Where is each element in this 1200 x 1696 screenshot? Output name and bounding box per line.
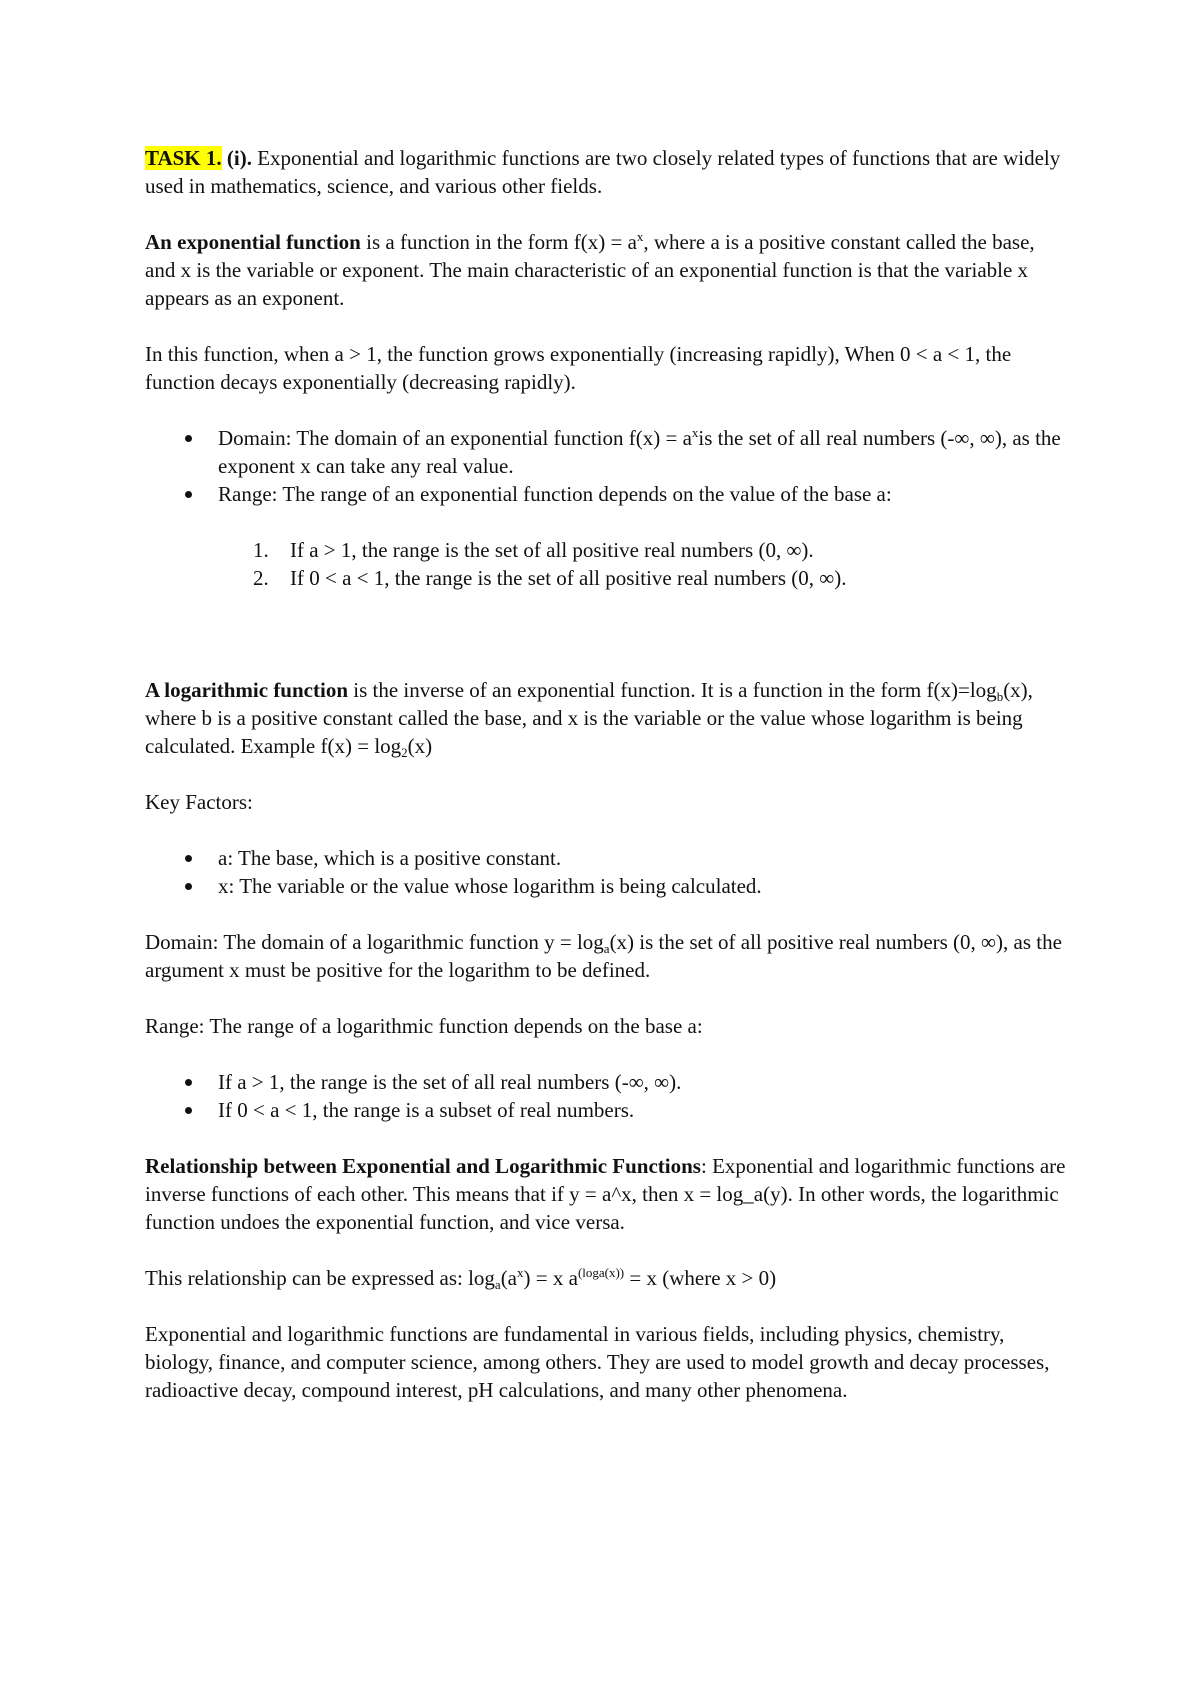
relationship-expression: This relationship can be expressed as: $\log_a(a^x) = x$ $a^{(loga(x))} = x$ (where x > 0) (145, 1265, 777, 1292)
relationship-term: Relationship between Exponential and Logarithmic Functions (145, 1154, 701, 1178)
logarithmic-definition: A logarithmic function is the inverse of an exponential function. It is a function in the form $f(x)=\log_b(x)$, where b is a positive constant called the base, and x is the variable or the value whose logarithm is being calculated. Example $f(x) = \log_2(x)$ (145, 678, 1033, 760)
spacer (145, 592, 1070, 676)
relationship-paragraph: Relationship between Exponential and Logarithmic Functions: Exponential and logarithmic functions are inverse functions of each other. This means that if y = a^x, then x = log_a(y). In other words, the logarithmic function undoes the exponential function, and vice versa. (145, 1154, 1066, 1234)
key-factors-title: Key Factors: (145, 790, 253, 814)
exponential-behavior: In this function, when a > 1, the function grows exponentially (increasing rapidly), When 0 < a < 1, the function decays exponentially (decreasing rapidly). (145, 342, 1012, 394)
list-item: If 0 < a < 1, the range is a subset of real numbers. (145, 1096, 1070, 1124)
list-item: a: The base, which is a positive constant. (145, 844, 1070, 872)
logarithmic-range-list (145, 1068, 1070, 1124)
logarithmic-range-intro: Range: The range of a logarithmic function depends on the base a: (145, 1014, 703, 1038)
key-factors-list (145, 844, 1070, 900)
task-intro-paragraph (145, 144, 1070, 200)
closing-paragraph: Exponential and logarithmic functions are fundamental in various fields, including physics, chemistry, biology, finance, and computer science, among others. They are used to model growth and decay processes, radioactive decay, compound interest, pH calculations, and many other phenomena. (145, 1322, 1050, 1402)
exponential-range-list (145, 536, 1070, 592)
list-item: Range: The range of an exponential function depends on the value of the base a: (145, 480, 1070, 508)
exponential-properties-list (145, 424, 1070, 508)
logarithmic-domain: Domain: The domain of a logarithmic function $y = \log_a(x)$ is the set of all positive real numbers (0, ∞), as the argument x must be positive for the logarithm to be defined. (145, 930, 1062, 982)
bullet-icon (185, 1107, 192, 1114)
exponential-term: An exponential function (145, 230, 361, 254)
task-label: TASK 1. (145, 146, 222, 170)
task-intro-text: Exponential and logarithmic functions are two closely related types of functions that are widely used in mathematics, science, and various other fields. (145, 146, 1061, 198)
list-item: x: The variable or the value whose logarithm is being calculated. (145, 872, 1070, 900)
bullet-icon (185, 855, 192, 862)
logarithmic-term: A logarithmic function (145, 678, 348, 702)
list-item: 1. If a > 1, the range is the set of all positive real numbers (0, ∞). (253, 538, 814, 562)
bullet-icon (185, 491, 192, 498)
bullet-icon (185, 883, 192, 890)
bullet-icon (185, 1079, 192, 1086)
exponential-definition: An exponential function is a function in the form $f(x) = a^x$, where a is a positive constant called the base, and x is the variable or exponent. The main characteristic of an exponential function is that the variable x appears as an exponent. (145, 229, 1035, 310)
bullet-icon (185, 435, 192, 442)
list-item: If a > 1, the range is the set of all real numbers (-∞, ∞). (145, 1068, 1070, 1096)
list-item: Domain: The domain of an exponential function $f(x) = a^xis$ the set of all real numbers (-∞, ∞), as the exponent x can take any real value. (145, 424, 1070, 480)
task-part: (i). (226, 146, 252, 170)
list-item: 2. If 0 < a < 1, the range is the set of all positive real numbers (0, ∞). (253, 566, 847, 590)
